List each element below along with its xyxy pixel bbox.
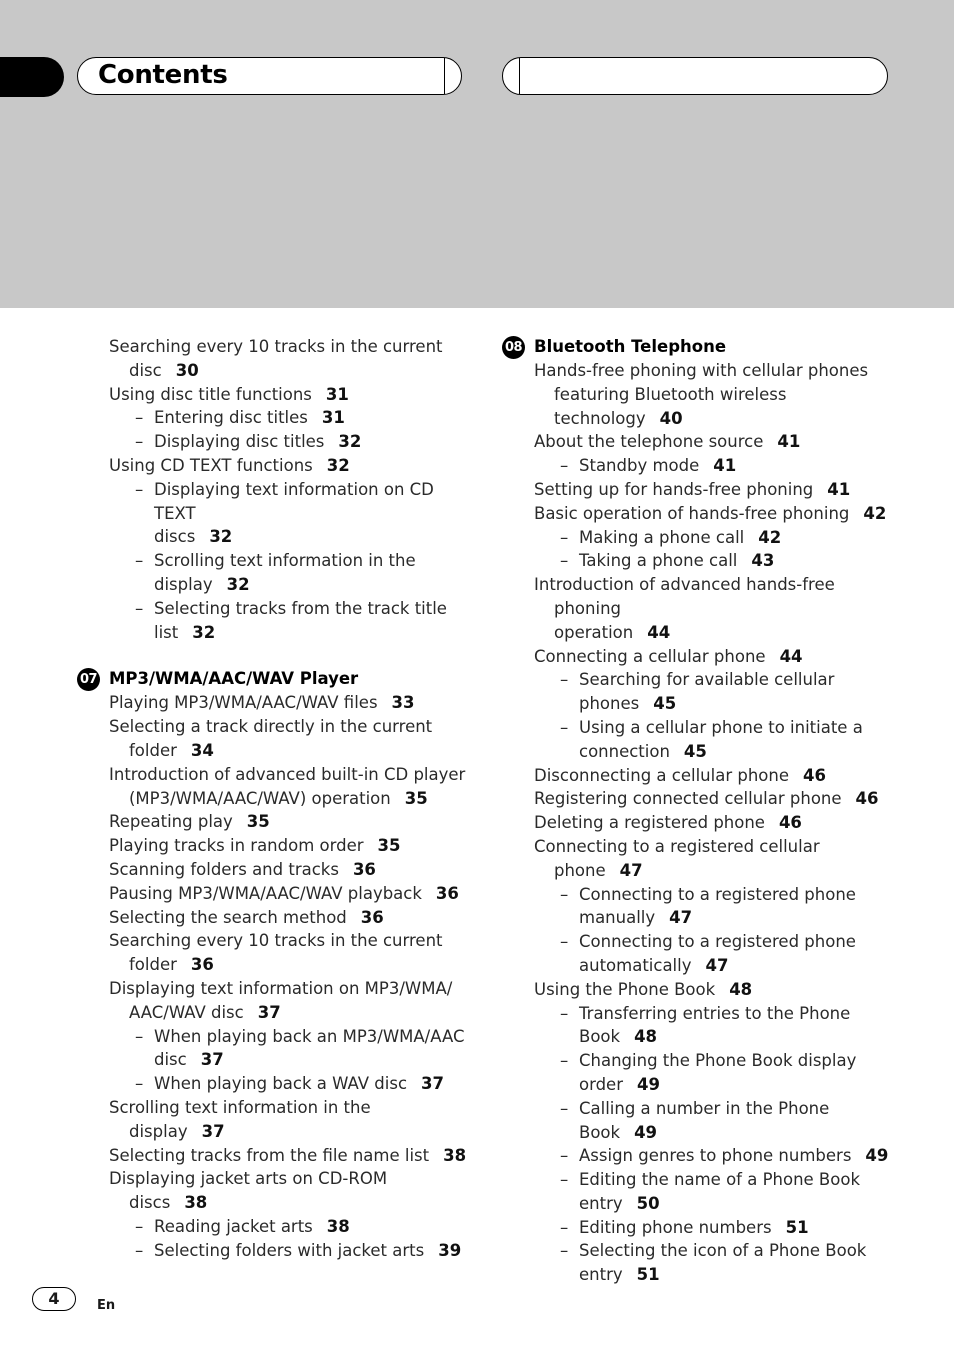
section-heading xyxy=(504,335,894,359)
page-ref: 40 xyxy=(659,408,683,428)
dash-bullet: – xyxy=(135,479,144,499)
dash-bullet: – xyxy=(560,1098,569,1118)
toc-entry[interactable] xyxy=(109,810,469,834)
dash-bullet: – xyxy=(135,1240,144,1260)
page-ref: 36 xyxy=(190,955,214,975)
page-ref: 35 xyxy=(377,836,401,856)
section-title: MP3/WMA/AAC/WAV Player xyxy=(109,669,359,689)
toc-entry[interactable] xyxy=(109,454,469,478)
entry-text: Scrolling text information in the display xyxy=(109,1097,376,1141)
entry-text: Using CD TEXT functions xyxy=(109,455,313,475)
dash-bullet: – xyxy=(135,1216,144,1236)
entry-text: Transferring entries to the Phone xyxy=(579,1003,851,1023)
page-ref: 46 xyxy=(778,813,802,833)
page-ref: 41 xyxy=(827,479,851,499)
entry-text: Book xyxy=(579,1122,621,1142)
page-ref: 34 xyxy=(190,740,214,760)
toc-subentry[interactable] xyxy=(109,1072,469,1096)
toc-subentry[interactable] xyxy=(534,716,894,764)
entry-text: Connecting to a registered phone xyxy=(579,932,856,952)
entry-text: Displaying text information on CD TEXT xyxy=(154,479,440,523)
entry-text: Repeating play xyxy=(109,812,233,832)
section-heading xyxy=(79,667,469,691)
entry-text: entry xyxy=(579,1193,623,1213)
toc-left-column xyxy=(79,335,469,1262)
toc-entry[interactable] xyxy=(534,764,894,788)
entry-text: Connecting to a registered cellular xyxy=(534,836,820,856)
dash-bullet: – xyxy=(560,1217,569,1237)
toc-subentry[interactable] xyxy=(534,1097,894,1145)
entry-text: Connecting to a registered phone xyxy=(579,884,856,904)
language-label: En xyxy=(97,1298,116,1313)
chapter-number-badge: 08 xyxy=(502,336,525,359)
dash-bullet: – xyxy=(560,932,569,952)
entry-text: phone xyxy=(554,860,606,880)
entry-text: Registering connected cellular phone xyxy=(534,789,842,809)
page-ref: 37 xyxy=(421,1074,445,1094)
entry-text: When playing back an MP3/WMA/AAC xyxy=(154,1026,465,1046)
entry-text: Scrolling text information in the xyxy=(154,551,416,571)
dash-bullet: – xyxy=(560,527,569,547)
toc-entry[interactable] xyxy=(534,478,894,502)
toc-subentry[interactable] xyxy=(534,454,894,478)
entry-text: featuring Bluetooth wireless xyxy=(554,384,787,404)
toc-entry[interactable] xyxy=(109,1096,469,1144)
dash-bullet: – xyxy=(135,432,144,452)
entry-text: technology xyxy=(554,408,646,428)
toc-entry[interactable] xyxy=(109,858,469,882)
entry-text: Using a cellular phone to initiate a xyxy=(579,717,863,737)
entry-text: Standby mode xyxy=(579,456,700,476)
toc-entry[interactable] xyxy=(534,835,894,883)
dash-bullet: – xyxy=(560,456,569,476)
page-ref: 32 xyxy=(209,527,233,547)
page-ref: 39 xyxy=(438,1240,462,1260)
toc-subentry[interactable] xyxy=(534,549,894,573)
entry-text: Selecting tracks from the file name list xyxy=(109,1145,430,1165)
section-tab xyxy=(0,57,64,97)
toc-subentry[interactable] xyxy=(109,549,469,597)
toc-subentry[interactable] xyxy=(534,883,894,931)
entry-text: disc xyxy=(129,360,162,380)
section-title: Bluetooth Telephone xyxy=(534,337,727,356)
page-ref: 38 xyxy=(326,1216,350,1236)
entry-text: connection xyxy=(579,741,670,761)
dash-bullet: – xyxy=(135,408,144,428)
page-ref: 38 xyxy=(443,1145,467,1165)
entry-text: Taking a phone call xyxy=(579,551,738,571)
toc-entry[interactable] xyxy=(109,977,469,1025)
toc-subentry[interactable] xyxy=(109,597,469,645)
entry-text: Assign genres to phone numbers xyxy=(579,1146,852,1166)
page-ref: 50 xyxy=(636,1193,660,1213)
toc-entry[interactable] xyxy=(109,882,469,906)
entry-text: Changing the Phone Book display xyxy=(579,1051,857,1071)
header-band xyxy=(0,0,954,308)
page-ref: 51 xyxy=(785,1217,809,1237)
entry-text: Reading jacket arts xyxy=(154,1216,313,1236)
page-title: Contents xyxy=(98,60,228,90)
toc-entry[interactable] xyxy=(109,383,469,407)
entry-text: automatically xyxy=(579,955,692,975)
dash-bullet: – xyxy=(560,1241,569,1261)
toc-entry[interactable] xyxy=(534,978,894,1002)
entry-text: Connecting a cellular phone xyxy=(534,646,766,666)
entry-text: Displaying text information on MP3/WMA/ xyxy=(109,978,453,998)
page-number: 4 xyxy=(32,1287,76,1311)
entry-text: Using disc title functions xyxy=(109,384,312,404)
dash-bullet: – xyxy=(560,717,569,737)
entry-text: Selecting tracks from the track title xyxy=(154,598,447,618)
entry-text: order xyxy=(579,1074,623,1094)
entry-text: Playing MP3/WMA/AAC/WAV files xyxy=(109,693,378,713)
toc-subentry[interactable] xyxy=(109,406,469,430)
entry-text: operation xyxy=(554,622,634,642)
entry-text: folder xyxy=(129,740,177,760)
entry-text: phones xyxy=(579,694,640,714)
page-ref: 32 xyxy=(226,574,250,594)
page-ref: 45 xyxy=(683,741,707,761)
page-ref: 48 xyxy=(729,979,753,999)
toc-entry[interactable] xyxy=(534,811,894,835)
page-ref: 47 xyxy=(619,860,643,880)
toc-right-column xyxy=(504,335,894,1287)
toc-subentry[interactable] xyxy=(534,930,894,978)
page-ref: 33 xyxy=(391,693,415,713)
entry-text: Displaying disc titles xyxy=(154,432,325,452)
entry-text: folder xyxy=(129,955,177,975)
toc-entry[interactable] xyxy=(534,645,894,669)
page-ref: 49 xyxy=(637,1074,660,1094)
entry-text: Scanning folders and tracks xyxy=(109,859,339,879)
chapter-number-badge: 07 xyxy=(77,668,100,691)
page-ref: 43 xyxy=(751,551,775,571)
page-ref: 35 xyxy=(246,812,270,832)
toc-subentry[interactable] xyxy=(534,1216,894,1240)
banner-divider xyxy=(444,58,445,94)
dash-bullet: – xyxy=(135,551,144,571)
toc-entry[interactable] xyxy=(534,359,894,430)
page-ref: 46 xyxy=(803,765,826,785)
entry-text: Entering disc titles xyxy=(154,408,308,428)
toc-entry[interactable] xyxy=(534,573,894,644)
toc-subentry[interactable] xyxy=(534,1002,894,1050)
page-ref: 41 xyxy=(713,456,737,476)
banner-divider xyxy=(519,58,520,94)
page-ref: 51 xyxy=(636,1265,660,1285)
title-banner xyxy=(77,57,462,95)
toc-entry[interactable] xyxy=(109,906,469,930)
toc-subentry[interactable] xyxy=(109,1025,469,1073)
toc-entry[interactable] xyxy=(109,1144,469,1168)
entry-text: Introduction of advanced hands-free phoning xyxy=(534,575,841,618)
page-ref: 37 xyxy=(201,1121,225,1141)
entry-text: Deleting a registered phone xyxy=(534,813,765,833)
page-ref: 44 xyxy=(647,622,671,642)
entry-text: Selecting folders with jacket arts xyxy=(154,1240,425,1260)
entry-text: Hands-free phoning with cellular phones xyxy=(534,361,869,380)
page-ref: 36 xyxy=(435,883,459,903)
page-ref: 49 xyxy=(865,1146,889,1166)
entry-text: disc xyxy=(154,1050,187,1070)
toc-entry[interactable] xyxy=(534,787,894,811)
entry-text: entry xyxy=(579,1265,623,1285)
dash-bullet: – xyxy=(560,1146,569,1166)
dash-bullet: – xyxy=(560,1003,569,1023)
entry-text: Selecting the search method xyxy=(109,907,347,927)
entry-text: Pausing MP3/WMA/AAC/WAV playback xyxy=(109,883,422,903)
entry-text: Searching every 10 tracks in the current xyxy=(109,337,443,356)
toc-entry[interactable] xyxy=(109,335,469,383)
page-ref: 44 xyxy=(779,646,803,666)
toc-entry[interactable] xyxy=(109,691,469,715)
toc-subentry[interactable] xyxy=(109,1239,469,1263)
toc-subentry[interactable] xyxy=(534,1168,894,1216)
entry-text: Searching every 10 tracks in the current xyxy=(109,931,443,951)
toc-entry[interactable] xyxy=(109,715,469,763)
dash-bullet: – xyxy=(560,884,569,904)
entry-text: Basic operation of hands-free phoning xyxy=(534,503,850,523)
entry-text: AAC/WAV disc xyxy=(129,1002,244,1022)
section-gap xyxy=(109,644,469,667)
page-ref: 37 xyxy=(200,1050,224,1070)
page-ref: 31 xyxy=(325,384,349,404)
dash-bullet: – xyxy=(135,1026,144,1046)
entry-text: display xyxy=(154,574,213,594)
entry-text: Displaying jacket arts on CD-ROM discs xyxy=(109,1169,393,1213)
toc-subentry[interactable] xyxy=(534,1049,894,1097)
entry-text: Editing the name of a Phone Book xyxy=(579,1170,860,1190)
dash-bullet: – xyxy=(135,1074,144,1094)
page-ref: 32 xyxy=(326,455,350,475)
toc-entry[interactable] xyxy=(109,834,469,858)
entry-text: (MP3/WMA/AAC/WAV) operation xyxy=(129,788,391,808)
toc-subentry[interactable] xyxy=(534,668,894,716)
toc-entry[interactable] xyxy=(109,763,469,811)
empty-banner xyxy=(502,57,888,95)
dash-bullet: – xyxy=(560,551,569,571)
entry-text: Selecting a track directly in the current xyxy=(109,717,433,737)
entry-text: Disconnecting a cellular phone xyxy=(534,765,789,785)
entry-text: Calling a number in the Phone xyxy=(579,1098,830,1118)
entry-text: Editing phone numbers xyxy=(579,1217,772,1237)
entry-text: Using the Phone Book xyxy=(534,979,716,999)
page-ref: 38 xyxy=(184,1193,208,1213)
page-ref: 31 xyxy=(321,408,345,428)
page-ref: 42 xyxy=(758,527,782,547)
page-ref: 47 xyxy=(705,955,729,975)
page-ref: 49 xyxy=(634,1122,658,1142)
page-ref: 36 xyxy=(360,907,384,927)
toc-entry[interactable] xyxy=(109,929,469,977)
dash-bullet: – xyxy=(560,1051,569,1071)
page-ref: 48 xyxy=(634,1027,658,1047)
entry-text: discs xyxy=(154,527,196,547)
page-ref: 41 xyxy=(777,432,801,452)
dash-bullet: – xyxy=(560,1170,569,1190)
page-ref: 32 xyxy=(192,622,216,642)
entry-text: Playing tracks in random order xyxy=(109,836,364,856)
entry-text: Setting up for hands-free phoning xyxy=(534,479,814,499)
toc-subentry[interactable] xyxy=(534,1144,894,1168)
page-ref: 35 xyxy=(404,788,428,808)
page-ref: 42 xyxy=(863,503,887,523)
page-ref: 46 xyxy=(855,789,879,809)
page-ref: 47 xyxy=(669,908,693,928)
toc-entry[interactable] xyxy=(534,502,894,526)
entry-text: Book xyxy=(579,1027,621,1047)
entry-text: list xyxy=(154,622,179,642)
toc-subentry[interactable] xyxy=(109,1215,469,1239)
entry-text: manually xyxy=(579,908,656,928)
entry-text: When playing back a WAV disc xyxy=(154,1074,408,1094)
page-ref: 30 xyxy=(175,360,199,380)
toc-subentry[interactable] xyxy=(534,1239,894,1287)
toc-subentry[interactable] xyxy=(109,478,469,549)
entry-text: Introduction of advanced built-in CD player xyxy=(109,764,466,784)
entry-text: About the telephone source xyxy=(534,432,764,452)
toc-subentry[interactable] xyxy=(109,430,469,454)
toc-entry[interactable] xyxy=(109,1167,469,1215)
toc-subentry[interactable] xyxy=(534,526,894,550)
entry-text: Searching for available cellular xyxy=(579,670,835,690)
page-ref: 45 xyxy=(653,694,677,714)
dash-bullet: – xyxy=(135,598,144,618)
page-ref: 36 xyxy=(352,859,376,879)
page-ref: 37 xyxy=(257,1002,281,1022)
page-ref: 32 xyxy=(338,432,362,452)
entry-text: Making a phone call xyxy=(579,527,745,547)
toc-entry[interactable] xyxy=(534,430,894,454)
entry-text: Selecting the icon of a Phone Book xyxy=(579,1241,867,1261)
dash-bullet: – xyxy=(560,670,569,690)
